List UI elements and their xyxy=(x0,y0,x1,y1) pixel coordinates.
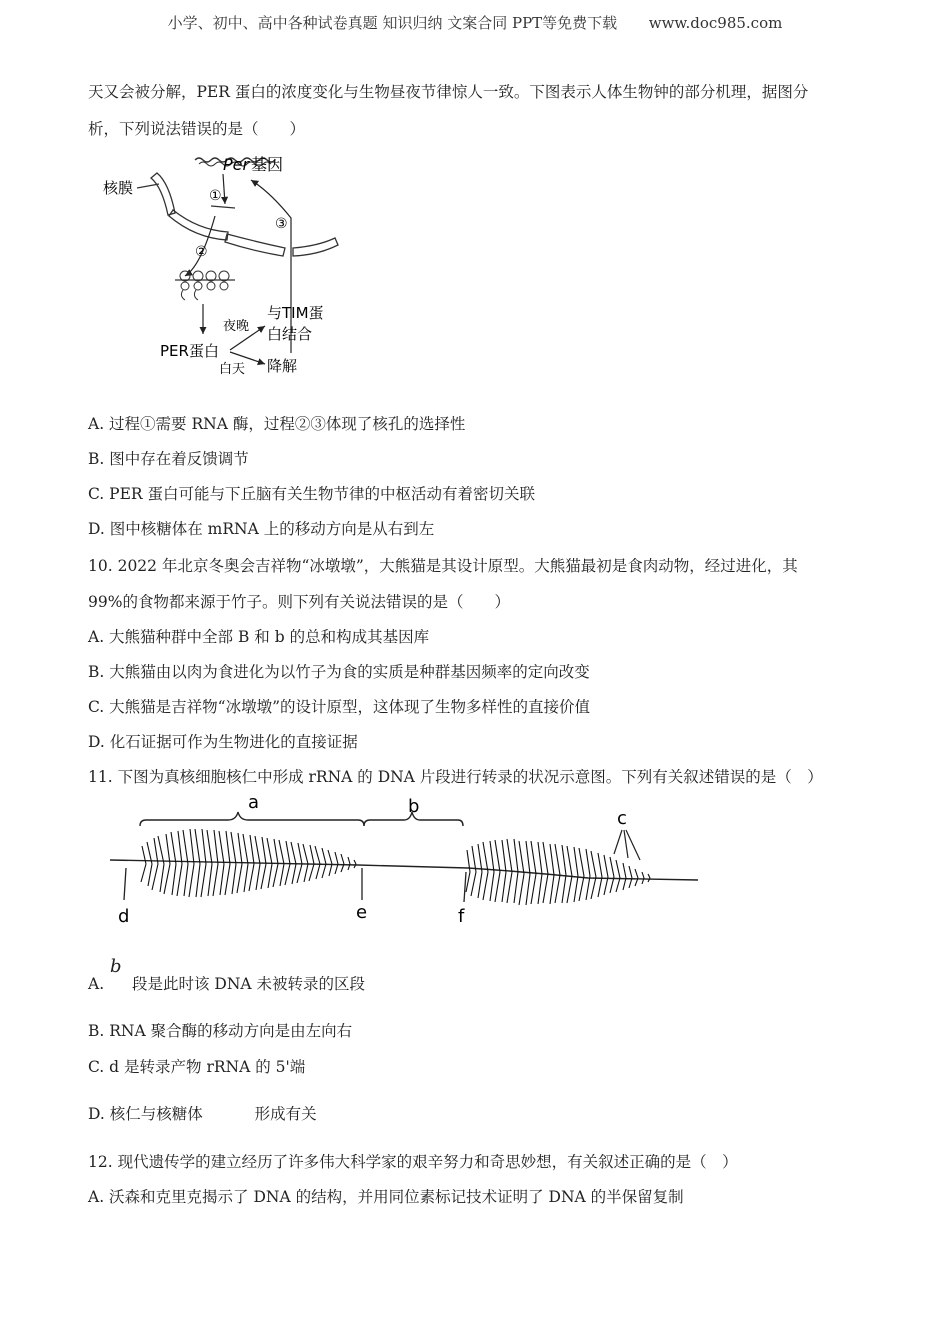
page-header xyxy=(0,12,950,33)
q10-option-d: D. 化石证据可作为生物进化的直接证据 xyxy=(88,733,358,751)
brace-a xyxy=(140,812,364,826)
degrade-label: 降解 xyxy=(267,357,298,375)
step1-label: ① xyxy=(209,188,222,204)
nuclear-membrane-mid xyxy=(169,210,228,240)
label-c: c xyxy=(617,808,627,829)
nuclear-membrane-far xyxy=(293,238,338,256)
label-e: e xyxy=(356,902,368,923)
q9-stem-line1: 天又会被分解，PER 蛋白的浓度变化与生物昼夜节律惊人一致。下图表示人体生物钟的部分机理，据图分 xyxy=(88,83,809,101)
per-protein-label: PER蛋白 xyxy=(160,342,219,360)
step3-label: ③ xyxy=(275,216,288,232)
label-f: f xyxy=(458,906,465,927)
q9-option-a: A. 过程①需要 RNA 酶，过程②③体现了核孔的选择性 xyxy=(88,415,466,433)
q10-option-a: A. 大熊猫种群中全部 B 和 b 的总和构成其基因库 xyxy=(88,628,430,646)
tim-binding-line1: 与TIM蛋 xyxy=(267,304,324,322)
q9-stem-line2: 析，下列说法错误的是（ ） xyxy=(88,120,306,138)
biological-clock-diagram xyxy=(95,148,355,383)
header-site-link[interactable]: www.doc985.com xyxy=(648,14,783,32)
q12-option-a: A. 沃森和克里克揭示了 DNA 的结构，并用同位素标记技术证明了 DNA 的半保留复制 xyxy=(88,1188,684,1206)
q11-option-d-suffix: 形成有关 xyxy=(254,1105,317,1123)
q10-stem-line1: 10. 2022 年北京冬奥会吉祥物“冰墩墩”，大熊猫是其设计原型。大熊猫最初是食肉动物，经过进化，其 xyxy=(88,557,798,575)
q11-option-a-prefix: A. xyxy=(88,975,105,993)
q11-option-a-italic-b: b xyxy=(110,956,122,977)
label-b: b xyxy=(408,796,420,817)
step2-label: ② xyxy=(195,244,208,260)
nuclear-membrane-upper xyxy=(151,173,175,215)
nuclear-membrane-right xyxy=(225,234,285,256)
q9-option-d: D. 图中核糖体在 mRNA 上的移动方向是从右到左 xyxy=(88,520,435,538)
label-d: d xyxy=(118,906,130,927)
night-label: 夜晚 xyxy=(223,319,250,334)
q10-stem-line2: 99%的食物都来源于竹子。则下列有关说法错误的是（ ） xyxy=(88,593,510,611)
tim-binding-line2: 白结合 xyxy=(267,325,313,343)
q11-option-a-text: 段是此时该 DNA 未被转录的区段 xyxy=(132,975,366,993)
q12-stem: 12. 现代遗传学的建立经历了许多伟大科学家的艰辛努力和奇思妙想，有关叙述正确的是（ ） xyxy=(88,1153,738,1171)
q9-option-b: B. 图中存在着反馈调节 xyxy=(88,450,249,468)
q11-option-a xyxy=(88,972,365,994)
q11-stem: 11. 下图为真核细胞核仁中形成 rRNA 的 DNA 片段进行转录的状况示意图。下列有关叙述错误的是（ ） xyxy=(88,768,823,786)
rrna-transcription-diagram xyxy=(108,792,708,932)
q10-option-b: B. 大熊猫由以肉为食进化为以竹子为食的实质是种群基因频率的定向改变 xyxy=(88,663,590,681)
q11-option-c: C. d 是转录产物 rRNA 的 5'端 xyxy=(88,1058,306,1076)
transcription-unit-right xyxy=(466,839,650,905)
label-a: a xyxy=(248,792,260,813)
header-banner: 小学、初中、高中各种试卷真题 知识归纳 文案合同 PPT等免费下载 xyxy=(167,14,618,32)
day-label: 白天 xyxy=(219,362,246,377)
q11-option-d-prefix: D. 核仁与核糖体 xyxy=(88,1105,203,1123)
q11-option-d xyxy=(88,1102,317,1124)
ribosomes-on-mrna xyxy=(175,271,235,300)
q10-option-c: C. 大熊猫是吉祥物“冰墩墩”的设计原型，这体现了生物多样性的直接价值 xyxy=(88,698,591,716)
nuclear-membrane-label: 核膜 xyxy=(103,179,134,197)
per-gene-italic: Per xyxy=(223,155,250,174)
q9-option-c: C. PER 蛋白可能与下丘脑有关生物节律的中枢活动有着密切关联 xyxy=(88,485,536,503)
per-gene-label: 基因 xyxy=(251,155,284,174)
q11-option-b: B. RNA 聚合酶的移动方向是由左向右 xyxy=(88,1022,353,1040)
